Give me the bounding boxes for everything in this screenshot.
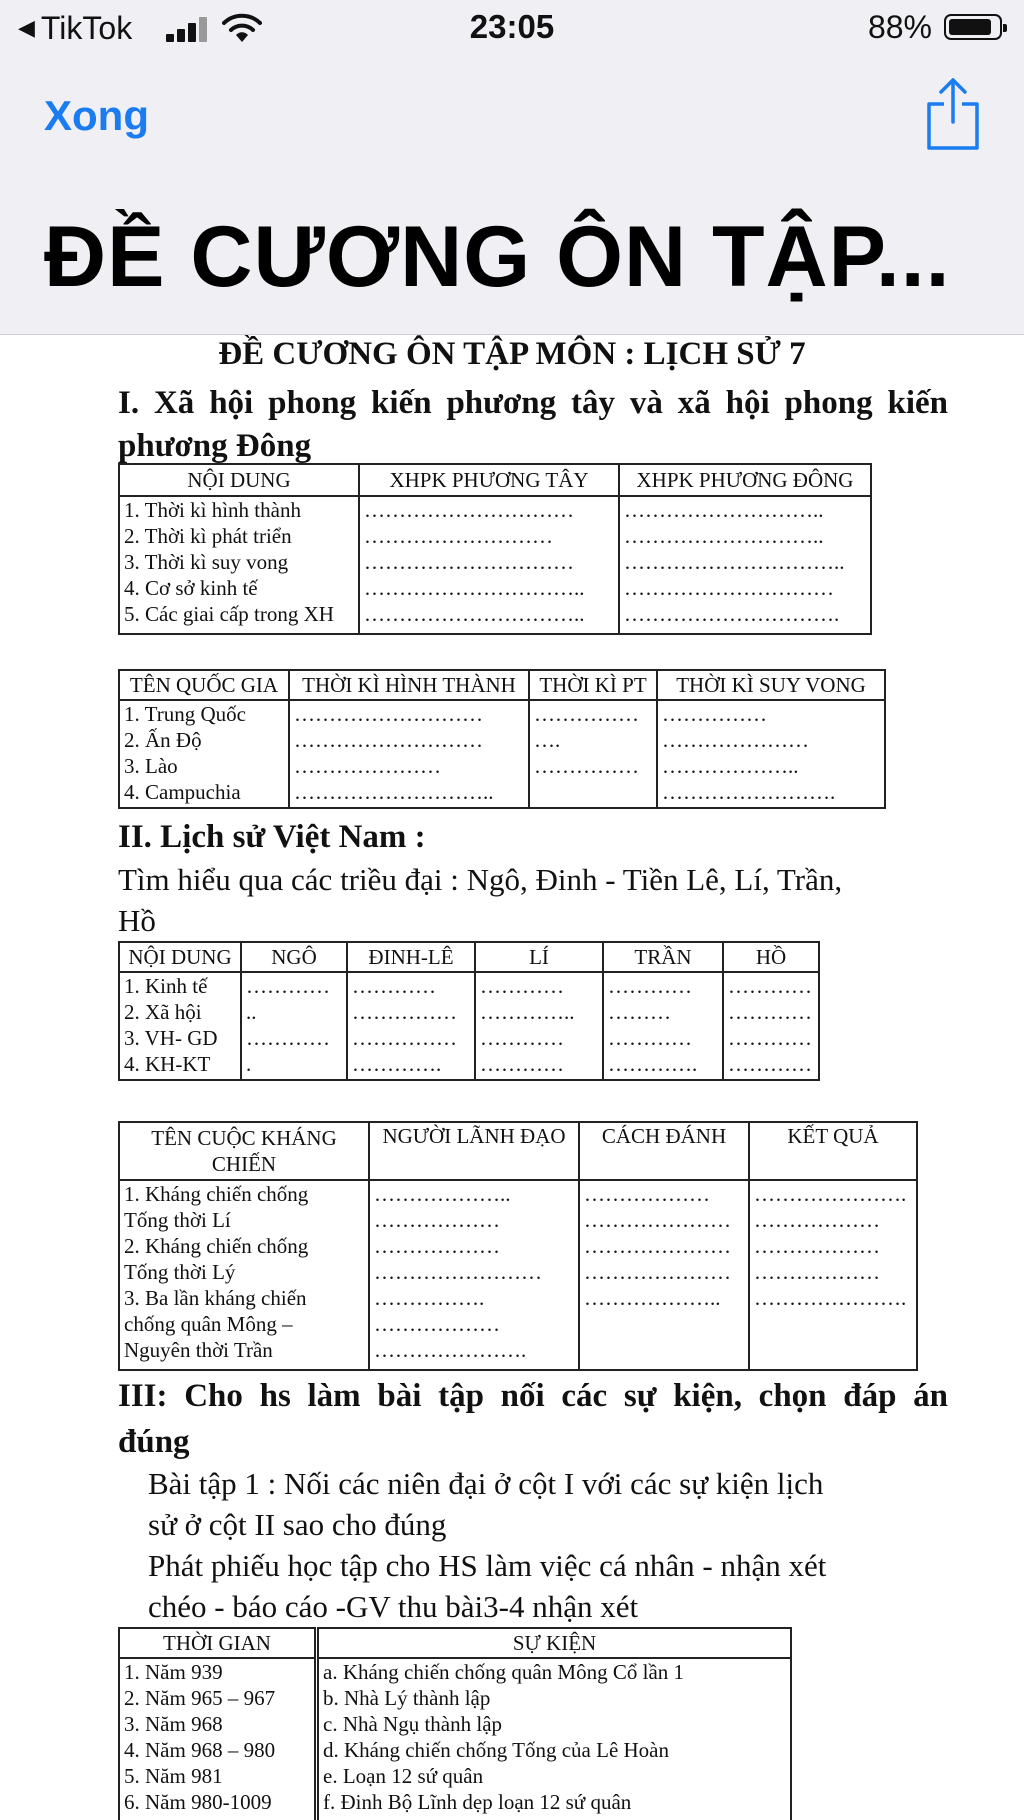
table-cell: …………………. ……………… ……………… ……………… …………………. <box>749 1180 917 1370</box>
table-cell: ……………….. ……………… ……………… …………………… ……………. ……………… …………………. <box>369 1180 579 1370</box>
table-cell: ……………… ………………… ………………… ………………… ……………….. <box>579 1180 749 1370</box>
table-cell: ………… ……… ………… …………. <box>603 972 723 1080</box>
exercise-1-text: Bài tập 1 : Nối các niên đại ở cột I với các sự kiện lịch sử ở cột II sao cho đúng Phát phiếu học tập cho HS làm việc cá nhân - nhận xét chéo - báo cáo -GV thu bài3-4 nhận xét <box>148 1466 827 1624</box>
battery-level <box>949 19 991 35</box>
table-header: THỜI GIAN <box>119 1628 317 1658</box>
document-heading: ĐỀ CƯƠNG ÔN TẬP MÔN : LỊCH SỬ 7 <box>218 336 806 372</box>
document-page[interactable] <box>0 335 1024 1820</box>
table-header: XHPK PHƯƠNG TÂY <box>359 464 619 496</box>
document-title: ĐỀ CƯƠNG ÔN TẬP... <box>44 209 951 305</box>
table-cell: ……………………….. ……………………….. ………………………….. ………………………… …………………………. <box>619 496 871 634</box>
table-header: LÍ <box>475 942 603 972</box>
table-resistance-wars <box>118 1121 918 1371</box>
table-cell: ………… ………….. ………… ………… <box>475 972 603 1080</box>
table-header: TÊN QUỐC GIA <box>119 670 289 700</box>
table-header: THỜI KÌ SUY VONG <box>657 670 885 700</box>
done-button[interactable]: Xong <box>44 92 149 139</box>
table-header: ĐINH-LÊ <box>347 942 475 972</box>
table-header: CÁCH ĐÁNH <box>579 1122 749 1180</box>
table-cell: 1. Trung Quốc 2. Ấn Độ 3. Lào 4. Campuchia <box>119 700 289 808</box>
table-header: THỜI KÌ HÌNH THÀNH <box>289 670 529 700</box>
table-cell: ………… …………… …………… …………. <box>347 972 475 1080</box>
table-cell: ………… ………… ………… ………… <box>723 972 819 1080</box>
table-cell: 1. Năm 939 2. Năm 965 – 967 3. Năm 968 4. Năm 968 – 980 5. Năm 981 6. Năm 980-1009 <box>119 1658 317 1820</box>
section-1-heading: I. Xã hội phong kiến phương tây và xã hội phong kiến phương Đông <box>118 385 948 464</box>
table-header: TÊN CUỘC KHÁNG CHIẾN <box>119 1122 369 1180</box>
table-cell: ………… .. ………… . <box>241 972 347 1080</box>
table-header: TRẦN <box>603 942 723 972</box>
table-header: NỘI DUNG <box>119 942 241 972</box>
battery-percentage: 88% <box>867 9 932 45</box>
section-2-text: Tìm hiểu qua các triều đại : Ngô, Đinh - Tiền Lê, Lí, Trần, Hồ <box>118 862 843 938</box>
table-header: NGƯỜI LÃNH ĐẠO <box>369 1122 579 1180</box>
table-header: SỰ KIỆN <box>317 1628 792 1658</box>
table-header: NGÔ <box>241 942 347 972</box>
section-3-heading: III: Cho hs làm bài tập nối các sự kiện, chọn đáp án đúng <box>118 1378 948 1460</box>
table-cell: 1. Kháng chiến chống Tống thời Lí 2. Kháng chiến chống Tống thời Lý 3. Ba lần kháng chiến chống quân Mông – Nguyên thời Trần <box>119 1180 369 1370</box>
table-header: NỘI DUNG <box>119 464 359 496</box>
section-2-heading: II. Lịch sử Việt Nam : <box>118 819 426 855</box>
table-header: THỜI KÌ PT <box>529 670 657 700</box>
table-timeline-matching <box>118 1627 792 1820</box>
table-cell: 1. Kinh tế 2. Xã hội 3. VH- GD 4. KH-KT <box>119 972 241 1080</box>
table-header: HỒ <box>723 942 819 972</box>
battery-icon <box>944 14 1002 40</box>
clock: 23:05 <box>469 8 555 45</box>
table-cell: …………… …. …………… <box>529 700 657 808</box>
status-bar <box>0 0 1024 56</box>
table-cell: …………… ………………… ……………….. ……………………. <box>657 700 885 808</box>
share-icon[interactable] <box>924 76 982 152</box>
back-arrow-icon: ◀ <box>18 15 35 40</box>
back-app-label: TikTok <box>40 10 133 46</box>
table-dynasties <box>118 941 820 1081</box>
table-cell: ………………………… ……………………… ………………………… ………………………….. ………………………….. <box>359 496 619 634</box>
table-cell: ……………………… ……………………… ………………… ……………………….. <box>289 700 529 808</box>
table-header: XHPK PHƯƠNG ĐÔNG <box>619 464 871 496</box>
table-feudal-society <box>118 463 872 635</box>
table-cell: a. Kháng chiến chống quân Mông Cổ lần 1 b. Nhà Lý thành lập c. Nhà Ngụ thành lập d. Kháng chiến chống Tống của Lê Hoàn e. Loạn 12 sứ quân f. Đinh Bộ Lĩnh dẹp loạn 12 sứ quân <box>317 1658 792 1820</box>
table-cell: 1. Thời kì hình thành 2. Thời kì phát triển 3. Thời kì suy vong 4. Cơ sở kinh tế 5. Các giai cấp trong XH <box>119 496 359 634</box>
document-viewer-header <box>0 56 1024 335</box>
table-header: KẾT QUẢ <box>749 1122 917 1180</box>
table-eastern-countries <box>118 669 886 809</box>
